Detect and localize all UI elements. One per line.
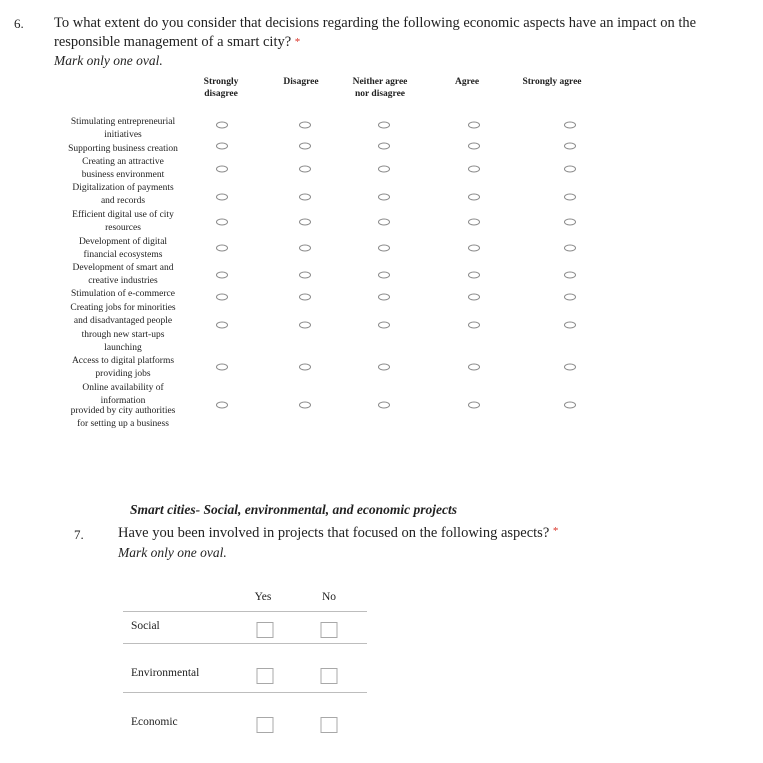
radio-option[interactable] — [468, 245, 480, 252]
q6-row-label-line: Stimulating entrepreneurial — [70, 117, 176, 127]
radio-option[interactable] — [216, 245, 228, 252]
q7-title-text: Have you been involved in projects that focused on the following aspects? — [118, 525, 550, 541]
required-asterisk: * — [552, 525, 559, 537]
q6-row-label-line: business environment — [81, 170, 165, 181]
radio-option[interactable] — [564, 166, 576, 173]
radio-option[interactable] — [216, 322, 228, 329]
radio-option[interactable] — [468, 294, 480, 301]
q6-number: 6. — [14, 16, 24, 31]
q6-row-label — [54, 262, 192, 289]
q6-row-label-line: Online availability of — [82, 383, 164, 393]
radio-option[interactable] — [564, 364, 576, 371]
q6-row-label-line: Creating jobs for minorities — [70, 303, 176, 313]
q6-col-strongly-agree: Strongly agree — [522, 77, 582, 87]
q6-row-label-line: and disadvantaged people — [73, 316, 173, 327]
radio-option[interactable] — [378, 219, 390, 226]
q6-row-label-line: for setting up a business — [77, 419, 169, 430]
checkbox-economic-yes[interactable] — [257, 717, 274, 733]
radio-option[interactable] — [468, 194, 480, 201]
q6-col-disagree: Disagree — [283, 77, 319, 87]
radio-option[interactable] — [564, 294, 576, 301]
q6-row-label-line: Development of digital — [78, 237, 168, 247]
radio-option[interactable] — [564, 402, 576, 409]
radio-option[interactable] — [378, 364, 390, 371]
checkbox-environmental-yes[interactable] — [257, 668, 274, 684]
q6-row-label-line: Efficient digital use of city — [72, 210, 174, 220]
q6-title-text: To what extent do you consider that decisions regarding the following economic aspects have an impact on the responsible management of a smart city? — [54, 15, 697, 50]
q6-row-label-line: resources — [105, 223, 141, 234]
q6-col-neither: Neither agree nor disagree — [352, 77, 408, 99]
radio-option[interactable] — [564, 122, 576, 129]
q6-row-label — [54, 116, 192, 143]
q6-row-label — [54, 355, 192, 382]
radio-option[interactable] — [468, 143, 480, 150]
q6-row-label — [54, 209, 192, 236]
checkbox-economic-no[interactable] — [321, 717, 338, 733]
radio-option[interactable] — [216, 122, 228, 129]
radio-option[interactable] — [216, 364, 228, 371]
radio-option[interactable] — [216, 166, 228, 173]
radio-option[interactable] — [299, 322, 311, 329]
q7-col-no: No — [321, 591, 337, 603]
q6-col-agree: Agree — [454, 77, 480, 87]
radio-option[interactable] — [468, 219, 480, 226]
radio-option[interactable] — [216, 402, 228, 409]
radio-option[interactable] — [468, 122, 480, 129]
q7-row-environmental: Environmental — [131, 667, 200, 679]
radio-option[interactable] — [378, 272, 390, 279]
radio-option[interactable] — [378, 194, 390, 201]
q6-row-label-line: providing jobs — [95, 369, 151, 380]
q6-row-label — [54, 156, 192, 183]
q7-divider — [123, 692, 367, 693]
radio-option[interactable] — [468, 322, 480, 329]
q7-row-economic: Economic — [131, 716, 178, 728]
q6-row-label — [54, 236, 192, 263]
q6-row-label-line: Digitalization of payments — [72, 183, 174, 193]
radio-option[interactable] — [299, 219, 311, 226]
radio-option[interactable] — [299, 166, 311, 173]
q6-row-label — [54, 405, 192, 432]
radio-option[interactable] — [378, 143, 390, 150]
radio-option[interactable] — [378, 166, 390, 173]
radio-option[interactable] — [378, 322, 390, 329]
radio-option[interactable] — [564, 245, 576, 252]
radio-option[interactable] — [299, 194, 311, 201]
q6-row-label-line: Creating an attractive — [82, 157, 164, 167]
radio-option[interactable] — [299, 364, 311, 371]
radio-option[interactable] — [299, 122, 311, 129]
q7-number: 7. — [74, 527, 84, 542]
required-asterisk: * — [294, 36, 301, 48]
q6-row-label — [54, 288, 192, 301]
q6-row-label-line: Supporting business creation — [68, 144, 178, 154]
q6-row-label — [54, 143, 192, 156]
radio-option[interactable] — [564, 272, 576, 279]
radio-option[interactable] — [299, 294, 311, 301]
radio-option[interactable] — [378, 245, 390, 252]
q6-row-label-line: and records — [100, 196, 146, 207]
radio-option[interactable] — [564, 143, 576, 150]
q6-col-strongly-disagree: Strongly disagree — [203, 77, 239, 99]
q6-row-label-line: creative industries — [88, 276, 158, 287]
q6-row-label-line: Development of smart and — [72, 263, 174, 273]
q7-row-social: Social — [131, 620, 160, 632]
radio-option[interactable] — [564, 322, 576, 329]
radio-option[interactable] — [468, 166, 480, 173]
q6-row-label-line: Stimulation of e-commerce — [71, 289, 175, 299]
q6-row-label-line: launching — [104, 342, 142, 353]
q6-row-label — [54, 182, 192, 209]
q7-title — [118, 525, 558, 542]
q6-row-label-line: information — [100, 396, 146, 407]
q6-hint: Mark only one oval. — [54, 53, 163, 68]
radio-option[interactable] — [216, 294, 228, 301]
radio-option[interactable] — [564, 194, 576, 201]
radio-option[interactable] — [299, 143, 311, 150]
checkbox-environmental-no[interactable] — [321, 668, 338, 684]
radio-option[interactable] — [216, 219, 228, 226]
q6-row-label-line: Access to digital platforms — [71, 356, 175, 366]
radio-option[interactable] — [299, 245, 311, 252]
checkbox-social-no[interactable] — [321, 622, 338, 638]
radio-option[interactable] — [299, 272, 311, 279]
radio-option[interactable] — [299, 402, 311, 409]
radio-option[interactable] — [216, 272, 228, 279]
section-title: Smart cities- Social, environmental, and economic projects — [130, 502, 457, 517]
radio-option[interactable] — [468, 364, 480, 371]
q7-divider — [123, 643, 367, 644]
q6-title — [54, 14, 759, 52]
q7-divider — [123, 611, 367, 612]
radio-option[interactable] — [564, 219, 576, 226]
q6-row-label — [54, 302, 192, 355]
q7-col-yes: Yes — [254, 591, 272, 603]
q7-hint: Mark only one oval. — [118, 545, 227, 560]
q6-row-label-line: provided by city authorities — [70, 406, 176, 416]
radio-option[interactable] — [216, 143, 228, 150]
radio-option[interactable] — [468, 272, 480, 279]
radio-option[interactable] — [378, 402, 390, 409]
radio-option[interactable] — [378, 294, 390, 301]
radio-option[interactable] — [216, 194, 228, 201]
checkbox-social-yes[interactable] — [257, 622, 274, 638]
q6-row-label-line: through new start-ups — [81, 329, 165, 340]
radio-option[interactable] — [468, 402, 480, 409]
q6-row-label-line: financial ecosystems — [83, 250, 163, 261]
q6-row-label-line: initiatives — [104, 130, 142, 141]
radio-option[interactable] — [378, 122, 390, 129]
